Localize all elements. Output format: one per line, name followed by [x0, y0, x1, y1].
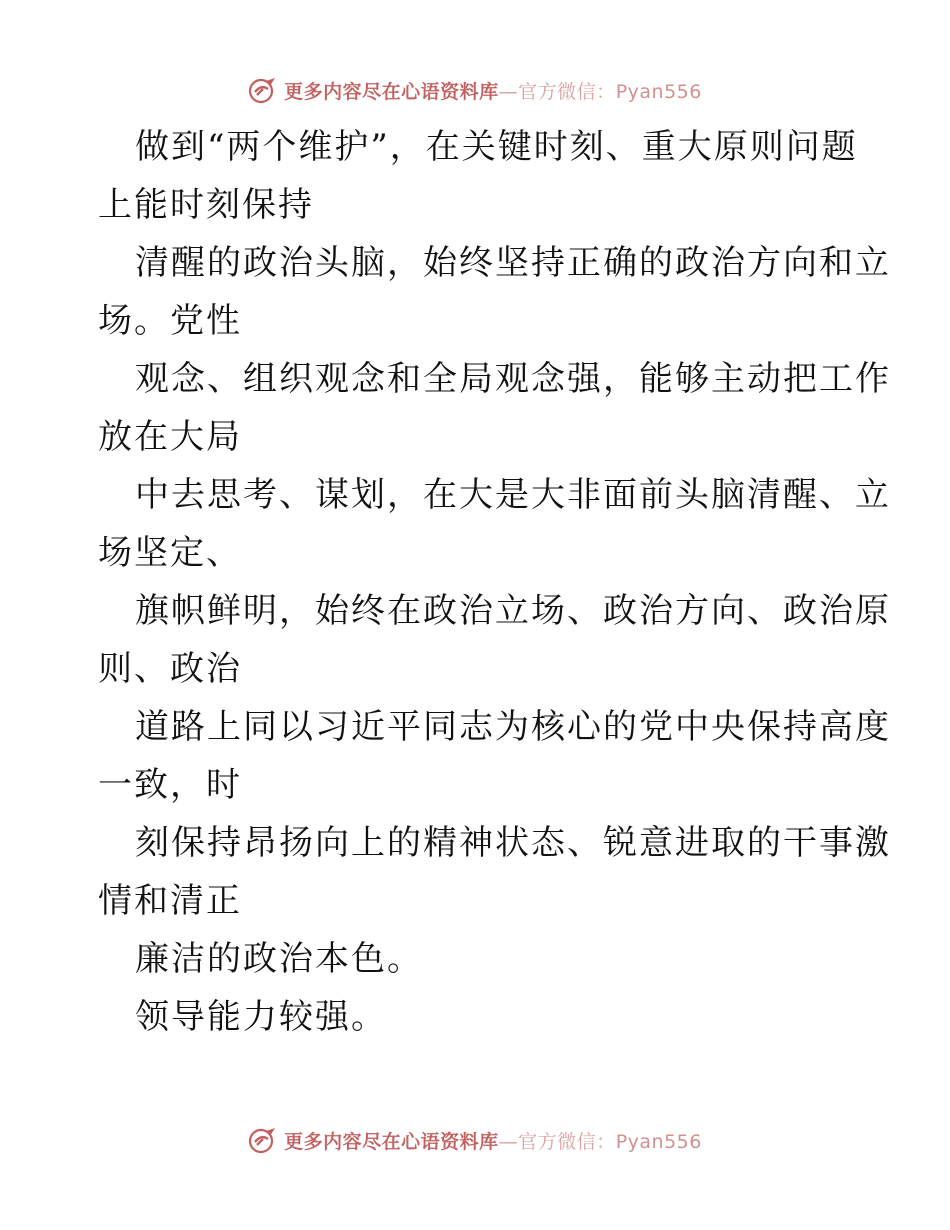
text-line: 清醒的政治头脑，始终坚持正确的政治方向和立	[135, 243, 891, 283]
text-line: 道路上同以习近平同志为核心的党中央保持高度	[135, 707, 891, 747]
text-line: 场。党性	[98, 301, 242, 341]
brand-logo-icon	[248, 1125, 278, 1155]
watermark-brand: 更多内容尽在心语资料库	[284, 80, 499, 103]
watermark-handle: Pyan556	[615, 80, 702, 103]
document-body	[98, 118, 891, 1046]
text-line: 刻保持昂扬向上的精神状态、锐意进取的干事激	[135, 823, 891, 863]
text-line: 放在大局	[98, 417, 242, 457]
watermark-suffix: 官方微信：	[518, 1130, 616, 1153]
text-line: 中去思考、谋划，在大是大非面前头脑清醒、立	[135, 475, 891, 515]
text-line: 一致，时	[98, 765, 242, 805]
text-line: 情和清正	[98, 881, 242, 921]
footer-watermark	[0, 1122, 950, 1158]
brand-logo-icon	[248, 75, 278, 105]
text-line: 做到“两个维护”，在关键时刻、重大原则问题	[135, 127, 858, 167]
text-line: 场坚定、	[98, 533, 242, 573]
watermark-dash: —	[498, 80, 519, 103]
watermark-brand: 更多内容尽在心语资料库	[284, 1130, 499, 1153]
header-watermark	[0, 72, 950, 108]
text-line: 则、政治	[98, 649, 242, 689]
text-line: 旗帜鲜明，始终在政治立场、政治方向、政治原	[135, 591, 891, 631]
text-line: 领导能力较强。	[135, 997, 387, 1037]
text-line: 观念、组织观念和全局观念强，能够主动把工作	[135, 359, 891, 399]
watermark-suffix: 官方微信：	[518, 80, 616, 103]
text-line: 廉洁的政治本色。	[135, 939, 423, 979]
watermark-handle: Pyan556	[615, 1130, 702, 1153]
text-line: 上能时刻保持	[98, 185, 314, 225]
watermark-dash: —	[498, 1130, 519, 1153]
